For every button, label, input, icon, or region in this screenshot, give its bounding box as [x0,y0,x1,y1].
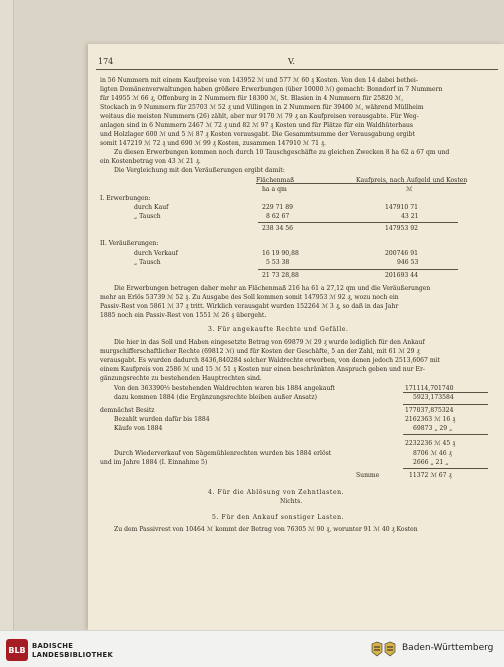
text-line: I. Erwerbungen: [100,195,151,202]
text-line: II. Veräußerungen: [100,240,159,247]
text-line: Von den 363390⅔ bestehenden Waldrechten waren bis 1884 angekauft [114,385,335,392]
library-name-line-2: LANDESBIBLIOTHEK [32,651,114,659]
text-line: und im Jahre 1884 (I. Einnahme 5) [100,459,208,466]
text-line: Kaufpreis, nach Aufgeld und Kosten [356,177,468,184]
page-number: 174 [98,57,114,66]
text-line: 946 53 [397,259,419,266]
text-line: 16 19 90,88 [262,250,299,257]
text-line: demnächst Besitz [100,407,155,414]
text-line: „ Tausch [134,213,161,220]
table-header-rule [256,183,466,184]
text-line: 69873 „ 29 „ [413,425,453,432]
text-line: 21 73 28,88 [262,272,299,279]
text-line: 229 71 89 [262,204,294,211]
text-line: 11372 ℳ 67 ₰ [409,472,452,479]
text-line: durch Kauf [134,204,169,211]
text-line: 8706 ℳ 46 ₰ [413,450,452,457]
text-line: Zu dem Passivrest von 10464 ℳ kommt der Betrag von 76305 ℳ 90 ₰, worunter 91 ℳ 40 ₰ Kosten [114,526,418,533]
rights-rule-2 [403,404,488,405]
text-line: Nichts. [280,498,303,505]
text-line: ligten Domänenverwaltungen haben größere Erwerbungen (über 10000 ℳ) gemacht: Bonndorf in 7 Nummern [100,86,443,93]
text-line: mehr an Erlös 53739 ℳ 52 ₰. Zu Ausgabe des Soll kommen somit 147953 ℳ 92 ₰, wozu noch ein [100,294,399,301]
header-rule [96,69,498,70]
proceeds-sum-rule [403,468,488,469]
section-heading: 5. Für den Ankauf sonstiger Lasten. [212,514,345,521]
state-emblem-icon [370,640,398,658]
text-line: 1885 noch ein Passiv-Rest von 1551 ℳ 26 ₰ übergeht. [100,312,267,319]
text-line: Bezahlt wurden dafür bis 1884 [114,416,210,423]
text-line: anlagen sind in 6 Nummern 2467 ℳ 72 ₰ und 82 ℳ 97 ₰ Kosten und für Plätze für ein Waldhüterhaus [100,122,414,129]
text-line: 200746 91 [385,250,418,257]
text-line: 147953 92 [385,225,418,232]
text-line: 147910 71 [385,204,418,211]
text-line: 2232236 ℳ 45 ₰ [405,440,456,447]
text-line: gänzungsrechte zu bestehenden Hauptrechten sind. [100,375,262,382]
text-line: ein Kostenbetrag von 43 ℳ 21 ₰. [100,158,201,165]
library-footer [0,630,504,667]
text-line: Stockach in 9 Nummern für 25703 ℳ 52 ₰ und Villingen in 2 Nummern für 39400 ℳ, während Müllheim [100,104,424,111]
text-line: 177037,875324 [405,407,454,414]
text-line: Summe [356,472,380,479]
text-line: somit 147219 ℳ 72 ₰ und 690 ℳ 99 ₰ Kosten, zusammen 147910 ℳ 71 ₰. [100,140,326,147]
text-line: in 56 Nummern mit einem Kaufpreise von 143952 ℳ und 577 ℳ 60 ₰ Kosten. Von den 14 dabei bethei- [100,77,418,84]
text-line: Flächenmaß [256,177,295,184]
text-line: 201693 44 [385,272,418,279]
text-line: verausgabt. Es wurden dadurch 8436,840284 solcher Waldrechte erworben, von denen jedoch 2513,6067 mit [100,357,441,364]
text-line: ha a qm [262,186,287,193]
text-line: Die Erwerbungen betragen daher mehr an Flächenmaß 216 ha 61 a 27,12 qm und die Veräußerungen [114,285,431,292]
blb-logo-icon[interactable]: BLB [6,639,28,661]
payment-sum-rule [403,434,488,435]
chapter-heading: V. [288,57,295,66]
text-line: 5923,173584 [413,394,454,401]
text-line: und Holzlager 600 ℳ und 5 ℳ 87 ₰ Kosten verausgabt. Die Gesammtsumme der Verausgabung ergibt [100,131,415,138]
text-line: Die hier in das Soll und Haben eingesetzte Betrag von 69879 ℳ 29 ₰ wurde lediglich für den Ankauf [114,339,425,346]
library-name-line-1: BADISCHE [32,642,74,650]
text-line: dazu kommen 1884 (die Ergänzungsrechte bleiben außer Ansatz) [114,394,317,401]
text-line: Durch Wiederverkauf von Sägemühlenrechten wurden bis 1884 erlöst [114,450,332,457]
text-line: Die Vergleichung mit den Veräußerungen ergibt damit: [114,167,285,174]
text-line: 2666 „ 21 „ [413,459,449,466]
text-line: einem Kaufpreis von 2586 ℳ und 15 ℳ 51 ₰ Kosten nur einen beschränkten Anspruch geben und nur Er- [100,366,425,373]
text-line: Zu diesen Erwerbungen kommen noch durch 10 Tauschgeschäfte zu gleichen Zwecken 8 ha 62 a 67 qm und [114,149,450,156]
text-line: 2162363 ℳ 16 ₰ [405,416,456,423]
text-line: 5 53 38 [266,259,290,266]
viewer-side-strip [0,0,14,630]
section-heading: 4. Für die Ablösung von Zehntlasten. [208,489,345,496]
text-line: für 14955 ℳ 66 ₰, Offenburg in 2 Nummern für 18300 ℳ, St. Blasien in 4 Nummern für 25820 ℳ, [100,95,404,102]
text-line: murgschifferschaftlicher Rechte (69812 ℳ) und für Kosten der Geschäfte, 5 an der Zahl, mit 61 ℳ 29 ₰ [100,348,420,355]
section-heading: 3. Für angekaufte Rechte und Gefälle. [208,326,349,333]
text-line: 43 21 [401,213,419,220]
table-sum-rule-1 [258,222,458,223]
text-line: Passiv-Rest von 5861 ℳ 37 ₰ tritt. Wirklich verausgabt wurden 152264 ℳ 3 ₰, so daß in das Jahr [100,303,399,310]
rights-rule-1 [403,392,488,393]
text-line: durch Verkauf [134,250,178,257]
text-line: Käufe von 1884 [114,425,163,432]
text-line: weitaus die meisten Nummern (26) zählt, aber nur 9170 ℳ 79 ₰ an Kaufpreisen verausgabte. Für Weg- [100,113,419,120]
text-line: 238 34 56 [262,225,294,232]
text-line: 8 62 67 [266,213,290,220]
scanned-page [88,44,504,630]
text-line: „ Tausch [134,259,161,266]
text-line: 171114,701740 [405,385,454,392]
state-name: Baden-Württemberg [402,643,494,653]
text-line: ℳ [406,186,413,193]
table-sum-rule-2 [258,269,458,270]
